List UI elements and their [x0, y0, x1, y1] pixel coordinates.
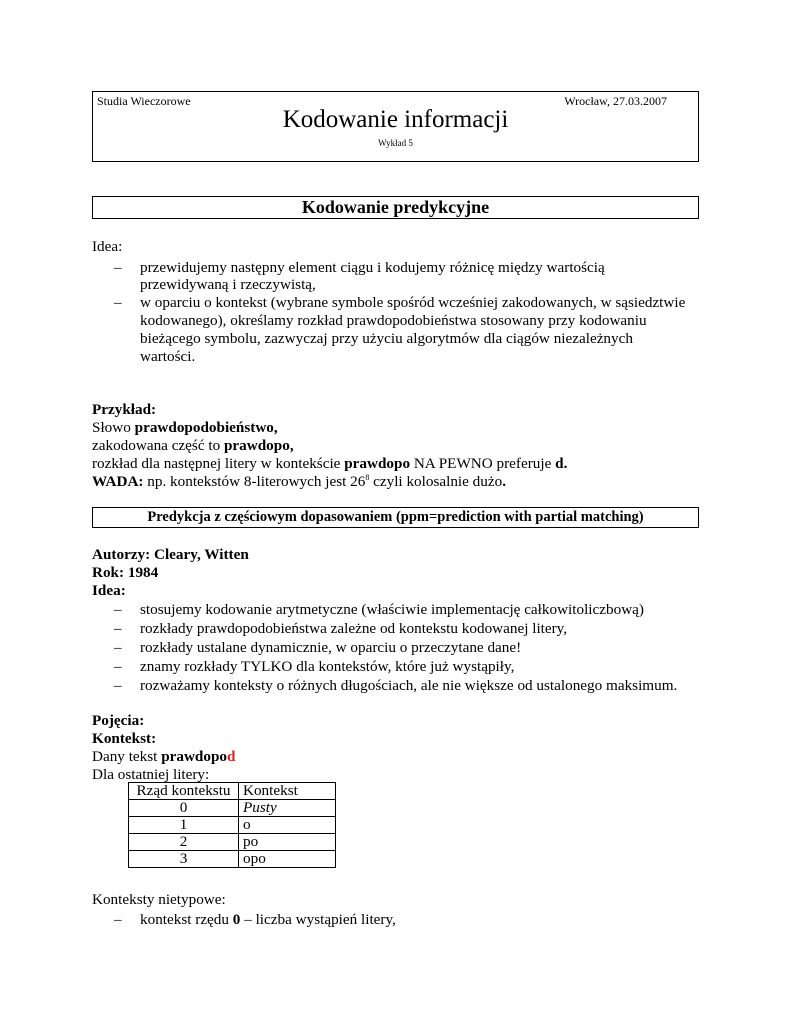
table-cell: opo: [239, 851, 336, 868]
ppm-bullet-5: rozważamy konteksty o różnych długościach, ale nie większe od ustalonego maksimum.: [140, 677, 678, 694]
atypical-contexts-label: Konteksty nietypowe:: [92, 891, 226, 908]
section-title-predictive: Kodowanie predykcyjne: [92, 196, 699, 219]
table-header-row: [129, 783, 336, 800]
table-header-cell: Rząd kontekstu: [129, 783, 239, 800]
table-cell: 1: [129, 817, 239, 834]
ppm-idea-label: Idea:: [92, 582, 126, 599]
atypical-bullet-1: kontekst rzędu 0 – liczba wystąpień litery,: [140, 911, 396, 928]
context-table: [128, 782, 336, 868]
header-box: [92, 91, 699, 162]
example-line-1: Słowo prawdopodobieństwo,: [92, 419, 278, 436]
table-cell: po: [239, 834, 336, 851]
last-letter-line: Dla ostatniej litery:: [92, 766, 210, 783]
table-cell: Pusty: [239, 800, 336, 817]
bullet-dash: –: [114, 259, 122, 276]
bullet-dash: –: [114, 911, 122, 928]
ppm-bullet-2: rozkłady prawdopodobieństwa zależne od kontekstu kodowanej litery,: [140, 620, 568, 637]
example-line-4: WADA: np. kontekstów 8-literowych jest $26^8$ czyli kolosalnie dużo.: [92, 473, 506, 490]
bullet-dash: –: [114, 620, 122, 637]
idea-bullet-2-line-1: w oparciu o kontekst (wybrane symbole spośród wcześniej zakodowanych, w sąsiedztwie: [140, 294, 686, 311]
bullet-dash: –: [114, 677, 122, 694]
section-title-ppm: Predykcja z częściowym dopasowaniem (ppm=prediction with partial matching): [92, 507, 699, 528]
table-row: [129, 834, 336, 851]
bullet-dash: –: [114, 601, 122, 618]
idea-bullet-2-line-4: wartości.: [140, 348, 196, 365]
lecture-number: Wykład 5: [378, 138, 413, 148]
context-label: Kontekst:: [92, 730, 157, 747]
idea-bullet-1-line-1: przewidujemy następny element ciągu i kodujemy różnicę między wartością: [140, 259, 605, 276]
table-row: [129, 851, 336, 868]
authors-line: Autorzy: Cleary, Witten: [92, 546, 249, 563]
bullet-dash: –: [114, 658, 122, 675]
idea-bullet-2-line-2: kodowanego), określamy rozkład prawdopodobieństwa stosowany przy kodowaniu: [140, 312, 647, 329]
ppm-bullet-4: znamy rozkłady TYLKO dla kontekstów, które już wystąpiły,: [140, 658, 515, 675]
bullet-dash: –: [114, 294, 122, 311]
table-cell: o: [239, 817, 336, 834]
table-cell: 2: [129, 834, 239, 851]
example-line-2: zakodowana część to prawdopo,: [92, 437, 294, 454]
year-line: Rok: 1984: [92, 564, 159, 581]
idea-bullet-2-line-3: bieżącego symbolu, zazwyczaj przy użyciu algorytmów dla ciągów niezależnych: [140, 330, 633, 347]
table-row: [129, 800, 336, 817]
table-cell: 3: [129, 851, 239, 868]
header-date: Wrocław, 27.03.2007: [564, 94, 667, 108]
page-title: Kodowanie informacji: [282, 106, 509, 133]
table-header-cell: Kontekst: [239, 783, 336, 800]
example-label: Przykład:: [92, 401, 157, 418]
bullet-dash: –: [114, 639, 122, 656]
table-row: [129, 817, 336, 834]
idea-bullet-1-line-2: przewidywaną i rzeczywistą,: [140, 276, 316, 293]
example-line-3: rozkład dla następnej litery w kontekście prawdopo NA PEWNO preferuje d.: [92, 455, 568, 472]
concepts-label: Pojęcia:: [92, 712, 145, 729]
ppm-bullet-3: rozkłady ustalane dynamicznie, w oparciu o przeczytane dane!: [140, 639, 522, 656]
idea-label: Idea:: [92, 238, 123, 255]
table-cell: 0: [129, 800, 239, 817]
given-text-line: Dany tekst prawdopod: [92, 748, 236, 765]
ppm-bullet-1: stosujemy kodowanie arytmetyczne (właściwie implementację całkowitoliczbową): [140, 601, 644, 618]
header-course: Studia Wieczorowe: [97, 94, 191, 108]
